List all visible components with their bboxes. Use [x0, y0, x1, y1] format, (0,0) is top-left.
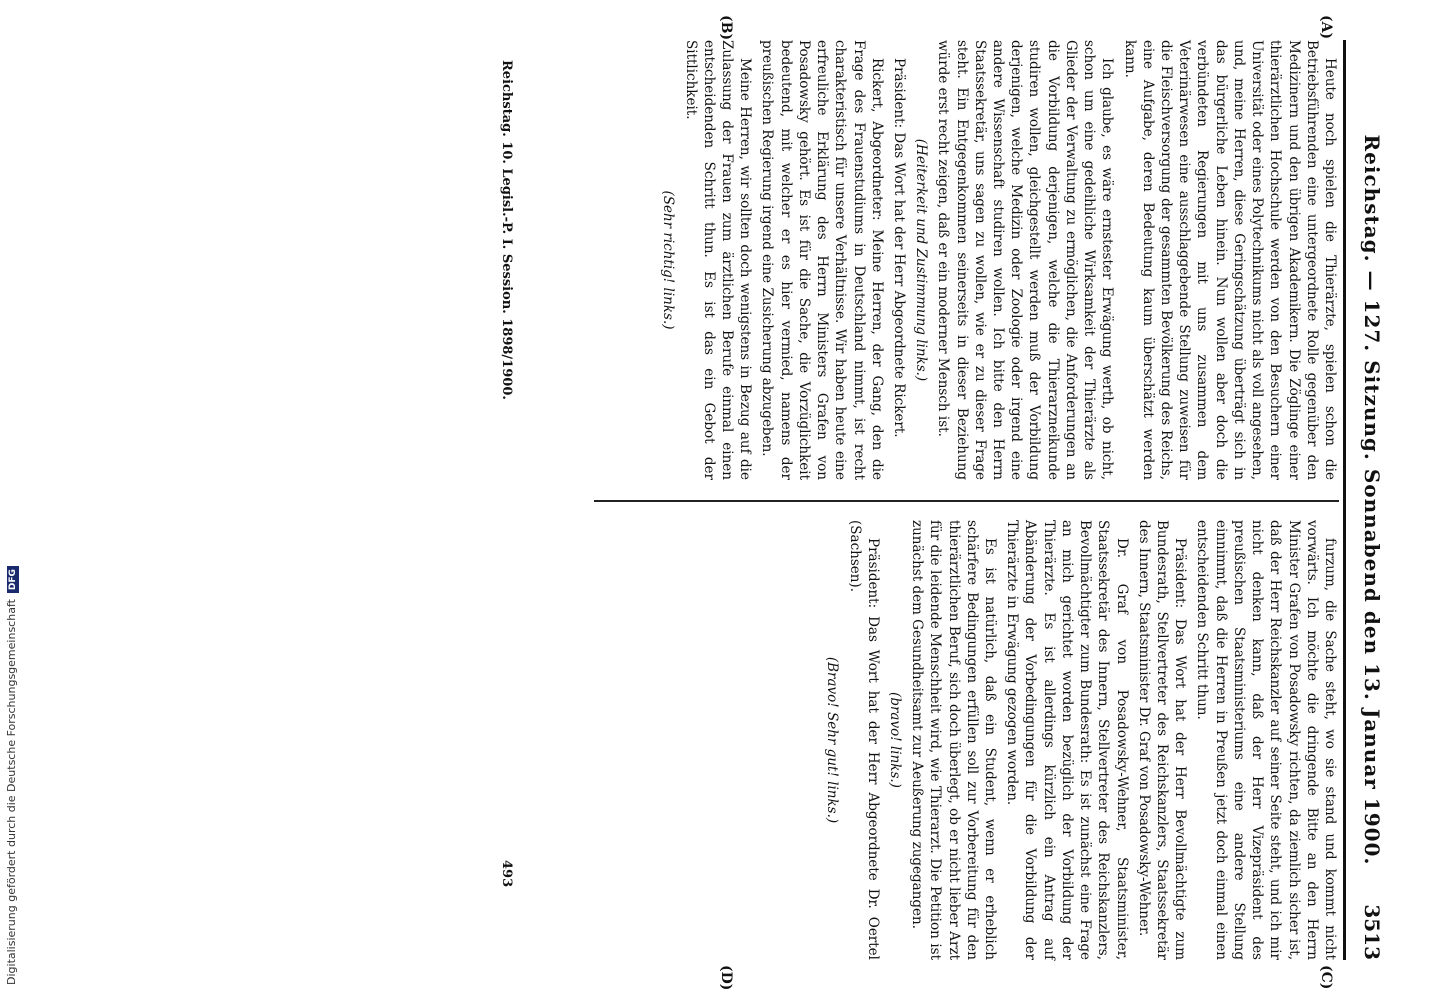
paragraph: Es ist natürlich, daß ein Student, wenn er erheblich schärfere Bedingungen erfüllen soll zur Vorbereitung für den thierärztlichen Beruf, sich doch überlegt, ob er nicht lieber Arzt für die leidende Menschheit wird, wie Thierarzt. Die Petition ist zunächst dem Gesundheitsamt zur Aeußerung zugegangen. [909, 520, 999, 960]
paragraph: Ich glaube, es wäre ernstester Erwägung werth, ob nicht, schon um eine gedeihliche Wirksamkeit der Thierärzte als Glieder der Verwaltung zu ermöglichen, die Anforderungen an die Vorbildung derjenigen, welche die Thierarzneikunde studiren wollen, gleichgestellt werden muß der Vorbildung derjenigen, welche Medizin oder Zoologie oder irgend eine andere Wissenschaft studiren wollen. Ich bitte den Herrn Staatssekretär, uns sagen zu wollen, wie er zu dieser Frage steht. Ein Entgegenkommen seinerseits in dieser Beziehung würde erst recht zeigen, daß er ein moderner Mensch ist. [935, 40, 1116, 480]
interjection: (Sehr richtig! links.) [660, 190, 677, 330]
margin-marker-a: (A) [1318, 15, 1334, 40]
paragraph: Meine Herren, wir sollten doch wenigstens in Bezug auf die Zulassung der Frauen zum ärztlichen Berufe einmal einen entscheidenden Schritt thun. Es ist das ein Gebot der Sittlichkeit. [682, 40, 754, 480]
paragraph: Präsident: Das Wort hat der Herr Abgeordnete Dr. Oertel (Sachsen). [846, 520, 881, 960]
footer-session: Reichstag. 10. Legisl.-P. I. Session. 1898/1900. [499, 60, 514, 400]
paragraph: Dr. Graf von Posadowsky-Wehner, Staatsminister, Staatssekretär des Innern, Stellvertreter des Reichskanzlers, Bevollmächtigter zum Bundesrath: Es ist zunächst eine Frage an mich gerichtet worden bezüglich der Vorbildung der Thierärzte. Es ist allerdings kürzlich ein Antrag auf Abänderung der Vorbedingungen für die Vorbildung der Thierärzte in Erwägung gezogen worden. [1004, 520, 1130, 960]
paragraph: Rickert, Abgeordneter: Meine Herren, der Gang, den die Frage des Frauenstudiums in Deutschland nimmt, ist recht charakteristisch für unsere Verhältnisse. Wir haben heute eine erfreuliche Erklärung des Herrn Ministers Grafen von Posadowsky gehört. Es ist für die Sache, die Vorzüglichkeit bedeutend, mit welcher er es hier vermied, namens der preußischen Regierung irgend eine Zusicherung abzugeben. [759, 40, 885, 480]
margin-marker-b: (B) [718, 15, 734, 41]
interjection: (Heiterkeit und Zustimmung links.) [913, 138, 930, 382]
footer-folio: 493 [499, 860, 514, 888]
paragraph: Präsident: Das Wort hat der Herr Abgeordnete Rickert. [890, 58, 907, 438]
paragraph: Präsident: Das Wort hat der Herr Bevollmächtigte zum Bundesrath, Stellvertreter des Reichskanzlers, Staatssekretär des Innern, Staatsminister Dr. Graf von Posadowsky-Wehner. [1135, 520, 1189, 960]
running-title: Reichstag. — 127. Sitzung. Sonnabend den 13. Januar 1900. [1360, 134, 1384, 866]
page-number: 3513 [1360, 904, 1384, 960]
paragraph: Heute noch spielen die Thierärzte, spielen schon die Betriebsführenden eine untergeordnete Rolle gegenüber den Medizinern und den übrigen Akademikern. Die Zöglinge einer thierärztlichen Hochschule werden von den Besuchern einer Universität oder eines Polytechnikums nicht als voll angesehen, und, meine Herren, diese Geringschätzung überträgt sich in das bürgerliche Leben hinein. Nun wollen aber doch die verbündeten Regierungen mit uns zusammen dem Veterinärwesen eine ausschlaggebende Stellung zuweisen für die Fleischversorgung der gesammten Bevölkerung des Reichs, eine Aufgabe, deren Bedeutung kaum überschätzt werden kann. [1121, 40, 1338, 480]
digitization-credit [5, 566, 19, 985]
interjection: (bravo! links.) [886, 692, 903, 788]
column-divider [594, 500, 1339, 502]
left-column [660, 40, 1339, 480]
margin-marker-c: (C) [1318, 965, 1334, 990]
dfg-logo: DFG [7, 566, 19, 593]
page-header [1344, 40, 1384, 960]
credit-text: Digitalisierung gefördert durch die Deutsche Forschungsgemeinschaft [5, 599, 18, 985]
interjection: (Bravo! Sehr gut! links.) [824, 656, 841, 824]
paragraph: furzum, die Sache steht, wo sie stand und kommt nicht vorwärts. Ich möchte die dringende Bitte an den Herrn Minister Grafen von Posadowsky richten, da ziemlich sicher ist, daß der Herr Reichskanzler auf seiner Seite steht, und ich mir nicht denken kann, daß der Herr Vizepräsident des preußischen Staatsministeriums eine andere Stellung einnimmt, daß die Herren in Preußen jetzt doch einmal einen entscheidenden Schritt thun. [1194, 520, 1338, 960]
right-column [639, 520, 1339, 960]
margin-marker-d: (D) [718, 965, 734, 991]
header-rule [1343, 40, 1346, 960]
